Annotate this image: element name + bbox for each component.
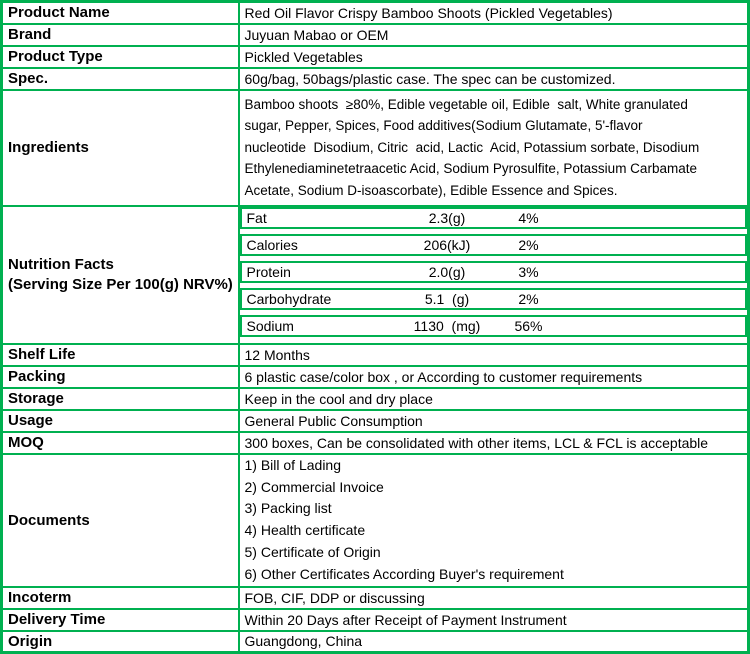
delivery-time-label: Delivery Time [2, 609, 239, 631]
nutrient-nrv: 4% [518, 209, 539, 226]
product-type-row [2, 46, 749, 68]
nutrient-name: Sodium [246, 318, 294, 335]
document-line: 4) Health certificate [244, 522, 366, 539]
documents-value [239, 454, 749, 587]
document-line: 6) Other Certificates According Buyer's requirement [244, 565, 564, 582]
nutrient-name: Carbohydrate [246, 291, 332, 308]
ingredients-text-line: Acetate, Sodium D-isoascorbate), Edible Essence and Spices. [244, 182, 618, 198]
nutrition-calories-cell [240, 234, 748, 256]
origin-label: Origin [2, 631, 239, 653]
shelf-life-label: Shelf Life [2, 344, 239, 366]
packing-label: Packing [2, 366, 239, 388]
product-name-label: Product Name [2, 2, 239, 24]
document-line: 3) Packing list [244, 500, 332, 517]
nutrient-nrv: 2% [518, 291, 539, 308]
shelf-life-row [2, 344, 749, 366]
incoterm-value: FOB, CIF, DDP or discussing [239, 587, 749, 609]
usage-row [2, 410, 749, 432]
brand-row [2, 24, 749, 46]
spec-value: 60g/bag, 50bags/plastic case. The spec can be customized. [239, 68, 749, 90]
nutrient-nrv: 56% [514, 318, 543, 335]
product-name-value: Red Oil Flavor Crispy Bamboo Shoots (Pickled Vegetables) [239, 2, 749, 24]
document-line: 2) Commercial Invoice [244, 478, 384, 495]
ingredients-text-line: nucleotide Disodium, Citric acid, Lactic Acid, Potassium sorbate, Disodium [244, 139, 700, 155]
nutrient-amount: 2.0(g) [428, 264, 466, 281]
delivery-time-row [2, 609, 749, 631]
nutrition-protein-cell [240, 261, 748, 283]
nutrition-row-fat [2, 206, 749, 234]
storage-value: Keep in the cool and dry place [239, 388, 749, 410]
nutrient-amount: 5.1 (g) [424, 291, 470, 308]
nutrient-nrv: 2% [518, 236, 539, 253]
moq-value: 300 boxes, Can be consolidated with other items, LCL & FCL is acceptable [239, 432, 749, 454]
product-type-label: Product Type [2, 46, 239, 68]
brand-value: Juyuan Mabao or OEM [239, 24, 749, 46]
documents-row [2, 454, 749, 587]
ingredients-text-line: Bamboo shoots ≥80%, Edible vegetable oil, Edible salt, White granulated [244, 96, 688, 112]
origin-row [2, 631, 749, 653]
document-line: 1) Bill of Lading [244, 456, 342, 473]
brand-label: Brand [2, 24, 239, 46]
ingredients-text-line: Ethylenediaminetetraacetic Acid, Sodium Pyrosulfite, Potassium Carbamate [244, 161, 697, 177]
nutrient-amount: 206(kJ) [423, 236, 471, 253]
nutrient-name: Calories [246, 236, 298, 253]
nutrition-sodium-cell [240, 315, 748, 337]
moq-label: MOQ [2, 432, 239, 454]
ingredients-value [239, 90, 749, 206]
document-line: 5) Certificate of Origin [244, 543, 381, 560]
packing-row [2, 366, 749, 388]
moq-row [2, 432, 749, 454]
nutrient-nrv: 3% [518, 264, 539, 281]
nutrition-carbohydrate-cell [240, 288, 748, 310]
nutrition-fat-cell [240, 207, 748, 229]
storage-label: Storage [2, 388, 239, 410]
storage-row [2, 388, 749, 410]
incoterm-row [2, 587, 749, 609]
ingredients-row [2, 90, 749, 206]
nutrient-amount: 1130 (mg) [413, 318, 481, 335]
usage-label: Usage [2, 410, 239, 432]
nutrient-name: Protein [246, 264, 291, 281]
shelf-life-value: 12 Months [239, 344, 749, 366]
nutrition-facts-serving: (Serving Size Per 100(g) NRV%) [8, 275, 233, 293]
nutrient-amount: 2.3(g) [428, 209, 466, 226]
nutrition-facts-title: Nutrition Facts [8, 255, 114, 273]
incoterm-label: Incoterm [2, 587, 239, 609]
delivery-time-value: Within 20 Days after Receipt of Payment Instrument [239, 609, 749, 631]
product-type-value: Pickled Vegetables [239, 46, 749, 68]
nutrition-facts-label [2, 206, 239, 344]
product-name-row [2, 2, 749, 24]
nutrient-name: Fat [246, 209, 267, 226]
usage-value: General Public Consumption [239, 410, 749, 432]
spec-label: Spec. [2, 68, 239, 90]
spec-row [2, 68, 749, 90]
ingredients-label: Ingredients [2, 90, 239, 206]
ingredients-text-line: sugar, Pepper, Spices, Food additives(Sodium Glutamate, 5'-flavor [244, 118, 643, 134]
packing-value: 6 plastic case/color box , or According to customer requirements [239, 366, 749, 388]
origin-value: Guangdong, China [239, 631, 749, 653]
documents-label: Documents [2, 454, 239, 587]
